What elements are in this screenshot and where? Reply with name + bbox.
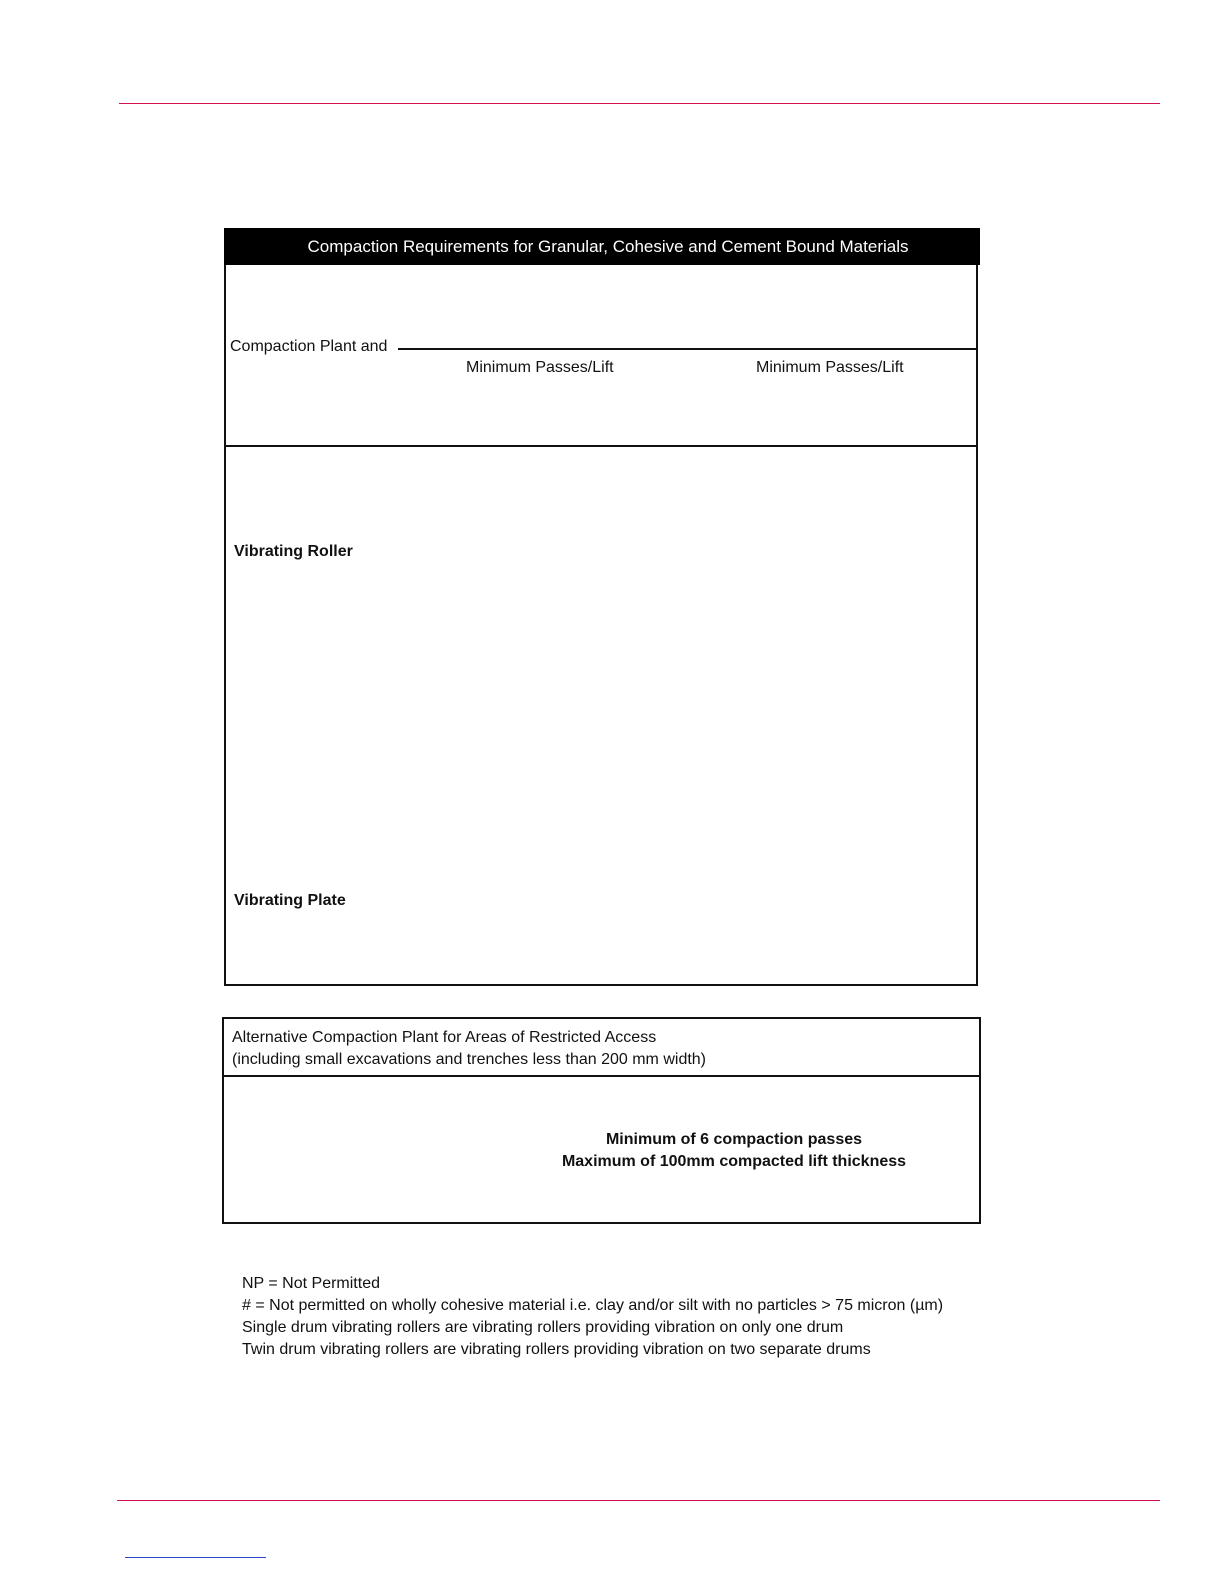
header-rule bbox=[119, 103, 1160, 104]
row-label-vibrating-roller: Vibrating Roller bbox=[234, 543, 353, 560]
requirement-max-lift: Maximum of 100mm compacted lift thickness bbox=[561, 1153, 907, 1170]
note-line: # = Not permitted on wholly cohesive material i.e. clay and/or silt with no particles > 75 micron (µm) bbox=[242, 1297, 944, 1314]
alt-requirements bbox=[558, 1129, 910, 1173]
notes-section bbox=[242, 1273, 943, 1361]
compaction-requirements-table bbox=[224, 228, 978, 986]
alt-table-divider bbox=[224, 1075, 979, 1077]
header-divider bbox=[398, 348, 976, 350]
alt-header-line: (including small excavations and trenches less than 200 mm width) bbox=[232, 1051, 707, 1068]
header-body-divider bbox=[226, 445, 976, 447]
alt-table-header bbox=[232, 1027, 706, 1071]
alternative-plant-table bbox=[222, 1017, 981, 1224]
column-header-passes-2: Minimum Passes/Lift bbox=[756, 359, 904, 376]
note-line: Single drum vibrating rollers are vibrating rollers providing vibration on only one drum bbox=[242, 1319, 844, 1336]
column-header-plant: Compaction Plant and bbox=[230, 338, 388, 355]
note-line: NP = Not Permitted bbox=[242, 1275, 380, 1292]
footer-link-underline[interactable] bbox=[125, 1557, 266, 1558]
table-title-bar bbox=[224, 228, 980, 265]
table-title: Compaction Requirements for Granular, Cohesive and Cement Bound Materials bbox=[307, 236, 909, 256]
requirement-min-passes: Minimum of 6 compaction passes bbox=[605, 1131, 863, 1148]
column-header-passes-1: Minimum Passes/Lift bbox=[466, 359, 614, 376]
alt-header-line: Alternative Compaction Plant for Areas of Restricted Access bbox=[232, 1029, 657, 1046]
note-line: Twin drum vibrating rollers are vibrating rollers providing vibration on two separate drums bbox=[242, 1341, 871, 1358]
row-label-vibrating-plate: Vibrating Plate bbox=[234, 892, 346, 909]
footer-rule bbox=[117, 1500, 1160, 1501]
